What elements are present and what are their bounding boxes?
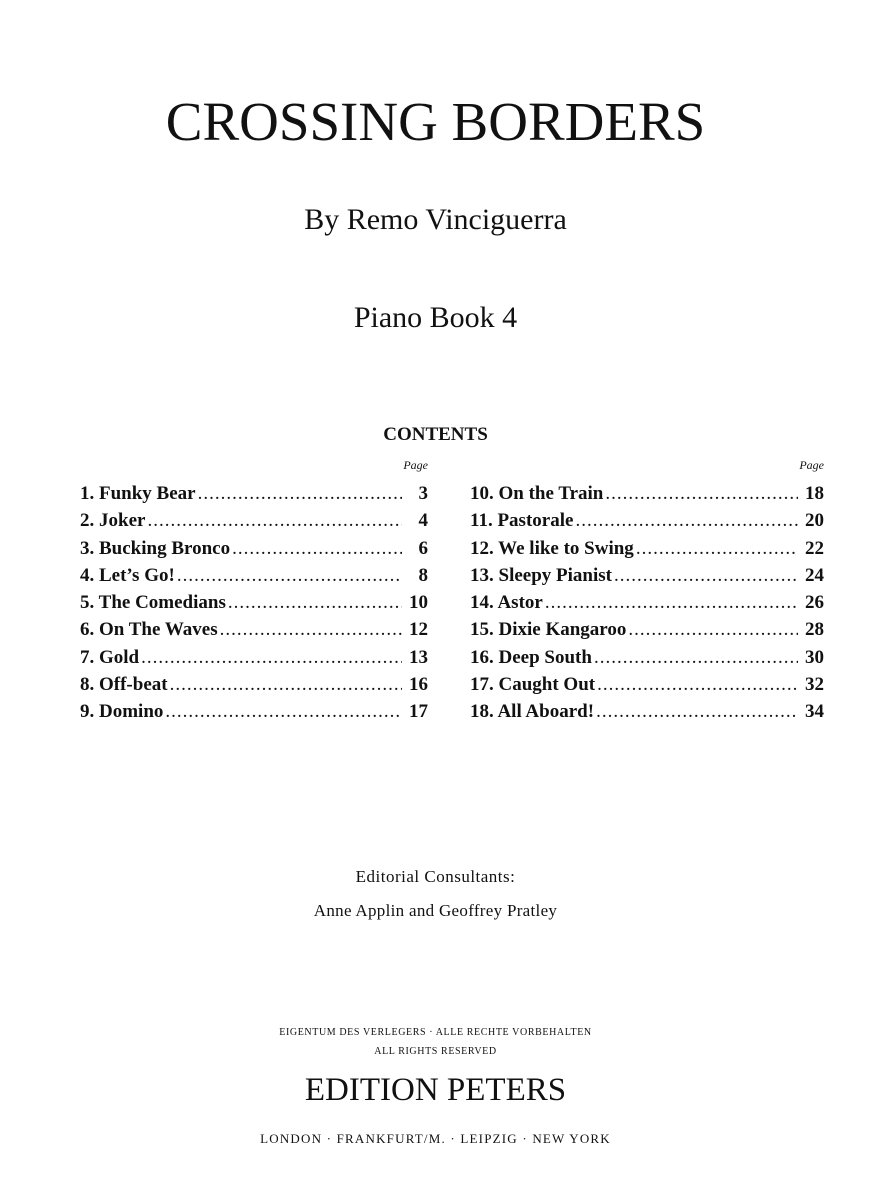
toc-entry-title: 18. All Aboard! [470, 701, 595, 723]
toc-entry-page: 26 [805, 592, 824, 614]
toc-entry-page: 17 [409, 701, 428, 723]
toc-entry-title: 13. Sleepy Pianist [470, 564, 612, 586]
toc-entry-title: 14. Astor [470, 592, 543, 614]
toc-entry [470, 507, 824, 534]
toc-entry-page: 6 [418, 537, 428, 559]
author-line: By Remo Vinciguerra [304, 203, 567, 236]
toc-column-right [470, 458, 824, 726]
dot-leader [141, 644, 402, 671]
dot-leader [147, 507, 402, 534]
toc-column-left [80, 458, 428, 726]
toc-entry [80, 616, 428, 643]
toc-list [470, 480, 824, 726]
toc-entry-title: 8. Off-beat [80, 674, 168, 696]
dot-leader [605, 480, 798, 507]
dot-leader [596, 698, 798, 725]
toc-entry [470, 480, 824, 507]
page-column-header: Page [403, 458, 428, 472]
rights-notice-english: ALL RIGHTS RESERVED [374, 1046, 497, 1057]
toc-entry-title: 1. Funky Bear [80, 483, 196, 504]
toc-entry [80, 480, 428, 507]
toc-entry [470, 671, 824, 698]
publisher-name: EDITION PETERS [304, 1072, 567, 1108]
toc-entry-page: 8 [418, 564, 428, 586]
toc-entry-page: 24 [805, 564, 824, 586]
book-volume: Piano Book 4 [353, 301, 518, 334]
toc-entry-title: 4. Let’s Go! [80, 564, 175, 586]
toc-entry-page: 34 [805, 701, 824, 723]
toc-entry-title: 2. Joker [80, 510, 146, 532]
toc-entry-title: 3. Bucking Bronco [80, 537, 231, 559]
publisher-cities: LONDON · FRANKFURT/M. · LEIPZIG · NEW YORK [260, 1131, 611, 1146]
dot-leader [177, 562, 402, 589]
toc-entry-page: 28 [805, 619, 824, 641]
consultants-label: Editorial Consultants: [355, 867, 516, 886]
dot-leader [594, 644, 798, 671]
toc-entry-page: 3 [418, 483, 428, 504]
dot-leader [228, 589, 402, 616]
dot-leader [545, 589, 798, 616]
dot-leader [198, 480, 402, 507]
toc-entry-page: 22 [805, 537, 824, 559]
toc-entry [80, 644, 428, 671]
toc-entry-title: 11. Pastorale [470, 510, 574, 532]
toc-entry-title: 17. Caught Out [470, 674, 596, 696]
toc-entry-page: 12 [409, 619, 428, 641]
toc-entry-title: 6. On The Waves [80, 619, 218, 641]
toc-entry-title: 5. The Comedians [80, 592, 226, 614]
toc-entry [470, 698, 824, 725]
dot-leader [220, 616, 402, 643]
toc-entry [80, 507, 428, 534]
toc-entry [470, 589, 824, 616]
toc-entry-page: 32 [805, 674, 824, 696]
toc-entry-page: 30 [805, 646, 824, 668]
toc-entry [80, 671, 428, 698]
contents-heading: CONTENTS [383, 424, 488, 445]
dot-leader [628, 616, 798, 643]
dot-leader [614, 562, 798, 589]
toc-entry-title: 12. We like to Swing [470, 537, 634, 559]
dot-leader [636, 535, 798, 562]
dot-leader [597, 671, 798, 698]
toc-entry-page: 10 [409, 592, 428, 614]
toc-entry [470, 644, 824, 671]
rights-notice-german: EIGENTUM DES VERLEGERS · ALLE RECHTE VORBEHALTEN [279, 1027, 592, 1038]
toc-entry [470, 562, 824, 589]
toc-entry [470, 616, 824, 643]
toc-entry-page: 4 [418, 510, 428, 532]
toc-entry-title: 16. Deep South [470, 646, 592, 668]
toc-entry [80, 698, 428, 725]
toc-list [80, 480, 428, 726]
dot-leader [575, 507, 798, 534]
page-column-header: Page [799, 458, 824, 472]
toc-entry [470, 535, 824, 562]
toc-entry-page: 13 [409, 646, 428, 668]
toc-entry-title: 15. Dixie Kangaroo [470, 619, 627, 641]
toc-entry [80, 535, 428, 562]
dot-leader [170, 671, 402, 698]
toc-entry-page: 20 [805, 510, 824, 532]
book-title: CROSSING BORDERS [165, 91, 706, 152]
consultants-names: Anne Applin and Geoffrey Pratley [313, 901, 558, 920]
dot-leader [232, 535, 402, 562]
toc-entry-title: 10. On the Train [470, 483, 604, 504]
dot-leader [165, 698, 402, 725]
toc-entry-page: 16 [409, 674, 428, 696]
toc-entry-title: 7. Gold [80, 646, 140, 668]
toc-entry [80, 589, 428, 616]
toc-entry [80, 562, 428, 589]
toc-entry-page: 18 [805, 483, 824, 504]
toc-entry-title: 9. Domino [80, 701, 164, 723]
